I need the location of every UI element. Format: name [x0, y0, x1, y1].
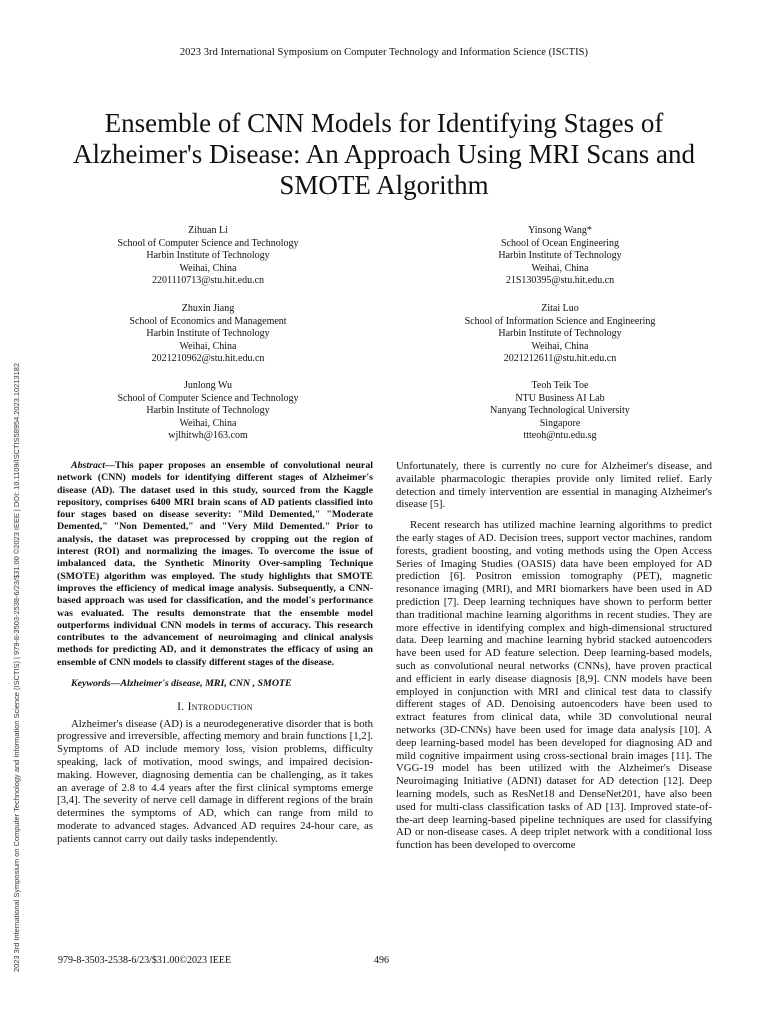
author-block-4	[400, 303, 720, 366]
abstract-text: This paper proposes an ensemble of convolutional neural network (CNN) models for identifying different stages of Alzheimer's disease (AD). The dataset used in this study, sourced from the Kaggle repository, comprises 6400 MRI brain scans of AD patients classified into four stages based on disease severity: "Mild Demented," "Moderate Demented," "Non Demented," and "Very Mild Demented." Prior to analysis, the dataset was preprocessed by cropping out the region of interest (ROI) and normalizing the images. To overcome the issue of imbalanced data, the Synthetic Minority Over-sampling Technique (SMOTE) algorithm was employed. The study highlights that SMOTE improves the efficiency of medical image analysis. Subsequently, a CNN-based approach was used for classification, and the model's performance was evaluated. The results demonstrate that the ensemble model outperforms individual CNN models in terms of accuracy. This research contributes to the advancement of neuroimaging and clinical analysis methods for predicting AD, and it demonstrates the efficacy of using an ensemble of CNN models to classify different stages of the disease.	[57, 460, 373, 668]
author-name: Zitai Luo	[541, 303, 579, 314]
author-name: Zihuan Li	[188, 225, 228, 236]
author-block-6	[400, 380, 720, 443]
author-email[interactable]: wjlhitwh@163.com	[168, 430, 248, 442]
author-dept: School of Economics and Management	[129, 315, 287, 327]
author-org: Harbin Institute of Technology	[146, 405, 270, 417]
author-dept: School of Computer Science and Technology	[117, 392, 299, 404]
left-column	[57, 460, 373, 846]
author-dept: NTU Business AI Lab	[515, 392, 605, 404]
body-paragraph: Recent research has utilized machine learning algorithms to predict the early stages of AD. Decision trees, support vector machines, random forests, gradient boosting, and voting methods using the Open Access Series of Imaging Studies (OASIS) data have been employed for AD prediction [6]. Positron emission tomography (PET), magnetic resonance imaging (MRI), and MRI biomarkers have been used in AD prediction [7]. Deep learning techniques have shown to perform better than traditional machine learning algorithms in recent studies. They are more effective in identifying complex and high-dimensional structured data. Deep learning and machine learning hybrid stacked autoencoders have been used for AD feature selection. Deep learning-based models, such as convolutional neural networks (CNNs), have proven practical and efficient in early disease diagnosis [8,9]. CNN models have been employed in conjunction with MRI and clinical test data to classify different stages of AD. Denoising autoencoders have been used to extract features from clinical data, while 3D convolutional neural networks (3D-CNNs) have been used for image data analysis [10]. A deep learning-based model has been developed for diagnosing AD and mild cognitive impairment using cross-sectional brain images [11]. The VGG-19 model has been utilized with the Alzheimer's Disease Neuroimaging Initiative (ADNI) dataset for AD detection [12]. Deep learning models, such as ResNet18 and DenseNet201, have also been used for multi-class classification tasks of AD [13]. Improved state-of-the-art deep learning-based pipeline techniques are used for classifying AD or non-disease cases. A deep triplet network with a conditional loss function has been developed to overcome	[396, 519, 712, 852]
author-dept: School of Information Science and Engineering	[464, 315, 656, 327]
author-block-3	[48, 303, 368, 366]
author-location: Weihai, China	[179, 340, 237, 352]
section-number: I.	[177, 700, 185, 713]
author-org: Harbin Institute of Technology	[146, 328, 270, 340]
author-block-2	[400, 225, 720, 288]
author-dept: School of Computer Science and Technology	[117, 237, 299, 249]
side-doi-stamp: 2023 3rd International Symposium on Computer Technology and Information Science (ISCTIS) | 979-8-3503-2538-6/23/$31.00 ©2023 IEEE | DOI: 10.1109/ISCTIS58954.2023.10213182	[12, 363, 21, 972]
author-location: Weihai, China	[179, 262, 237, 274]
author-email[interactable]: 2201110713@stu.hit.edu.cn	[151, 275, 265, 287]
page-number: 496	[374, 955, 389, 966]
footer-isbn: 979-8-3503-2538-6/23/$31.00©2023 IEEE	[58, 955, 232, 966]
author-block-1	[48, 225, 368, 288]
right-column	[396, 460, 712, 852]
author-dept: School of Ocean Engineering	[500, 237, 620, 249]
author-org: Harbin Institute of Technology	[498, 250, 622, 262]
author-email[interactable]: 2021210962@stu.hit.edu.cn	[151, 353, 265, 365]
author-org: Harbin Institute of Technology	[498, 328, 622, 340]
author-email[interactable]: 21S130395@stu.hit.edu.cn	[505, 275, 615, 287]
author-location: Weihai, China	[531, 262, 589, 274]
author-name: Teoh Teik Toe	[531, 380, 589, 391]
abstract	[57, 460, 373, 669]
intro-paragraph: Alzheimer's disease (AD) is a neurodegenerative disorder that is both progressive and irreversible, affecting memory and brain functions [1,2]. Symptoms of AD include memory loss, vision problems, difficulty speaking, lack of motivation, mood swings, and impaired decision-making. However, diagnosing dementia can be challenging, as it takes an average of 2.8 to 4.4 years after the first clinical symptoms emerge [3,4]. The severity of nerve cell damage in different regions of the brain determines the symptoms of AD, which can range from mild to moderate to advanced stages. Advanced AD requires 24-hour care, as patients cannot carry out daily tasks independently.	[57, 717, 373, 845]
abstract-dash: —	[105, 460, 115, 471]
abstract-label: Abstract	[71, 460, 106, 471]
author-email[interactable]: 2021212611@stu.hit.edu.cn	[503, 353, 617, 365]
author-block-5	[48, 380, 368, 443]
author-name: Junlong Wu	[183, 380, 233, 391]
keywords: Keywords—Alzheimer's disease, MRI, CNN , SMOTE	[71, 678, 292, 690]
author-location: Weihai, China	[531, 340, 589, 352]
section-heading-introduction	[57, 701, 373, 714]
author-email[interactable]: ttteoh@ntu.edu.sg	[523, 430, 597, 442]
author-location: Singapore	[539, 417, 581, 429]
author-org: Harbin Institute of Technology	[146, 250, 270, 262]
paper-title: Ensemble of CNN Models for Identifying Stages of Alzheimer's Disease: An Approach Using MRI Scans and SMOTE Algorithm	[72, 108, 695, 200]
author-location: Weihai, China	[179, 417, 237, 429]
section-title: Introduction	[187, 700, 253, 713]
author-name: Zhuxin Jiang	[181, 303, 235, 314]
author-name: Yinsong Wang*	[528, 225, 592, 236]
author-org: Nanyang Technological University	[490, 405, 630, 417]
body-paragraph: Unfortunately, there is currently no cure for Alzheimer's disease, and available pharmacologic therapies provide only limited relief. Early detection and timely intervention are essential in managing Alzheimer's disease [5].	[396, 460, 712, 511]
conference-header: 2023 3rd International Symposium on Computer Technology and Information Science (ISCTIS)	[179, 47, 589, 58]
